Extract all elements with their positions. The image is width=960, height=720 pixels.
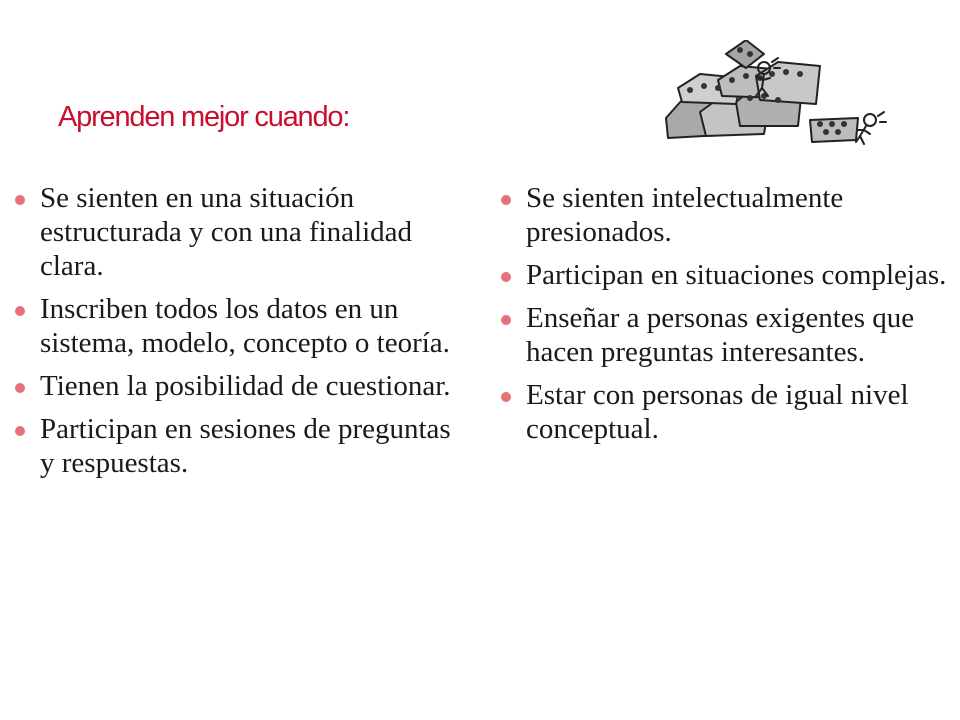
bullet-icon [15, 306, 25, 316]
bullet-icon [15, 383, 25, 393]
bullet-icon [15, 426, 25, 436]
bullet-icon [501, 195, 511, 205]
list-item [12, 181, 462, 283]
list-item [12, 292, 462, 360]
bullet-icon [501, 272, 511, 282]
list-item-text: Tienen la posibilidad de cuestionar. [40, 370, 451, 402]
list-item [12, 369, 462, 403]
list-item-text: Se sienten en una situación estructurada y con una finalidad clara. [40, 182, 413, 282]
list-item-text: Participan en situaciones complejas. [526, 259, 947, 291]
list-item-text: Participan en sesiones de preguntas y respuestas. [40, 413, 451, 479]
bullet-icon [501, 392, 511, 402]
lego-bricks-illustration [660, 40, 915, 158]
list-item-text: Inscriben todos los datos en un sistema, modelo, concepto o teoría. [40, 293, 450, 359]
slide-title: Aprenden mejor cuando: [58, 101, 350, 133]
list-item [498, 181, 948, 249]
list-item [498, 301, 948, 369]
list-item [498, 378, 948, 446]
list-item-text: Se sienten intelectualmente presionados. [526, 182, 844, 248]
list-item [12, 412, 462, 480]
bullet-icon [501, 315, 511, 325]
list-item-text: Estar con personas de igual nivel conceptual. [526, 379, 909, 445]
right-bullet-list [498, 181, 948, 455]
bullet-icon [15, 195, 25, 205]
list-item [498, 258, 948, 292]
left-bullet-list [12, 181, 462, 489]
list-item-text: Enseñar a personas exigentes que hacen preguntas interesantes. [526, 302, 915, 368]
